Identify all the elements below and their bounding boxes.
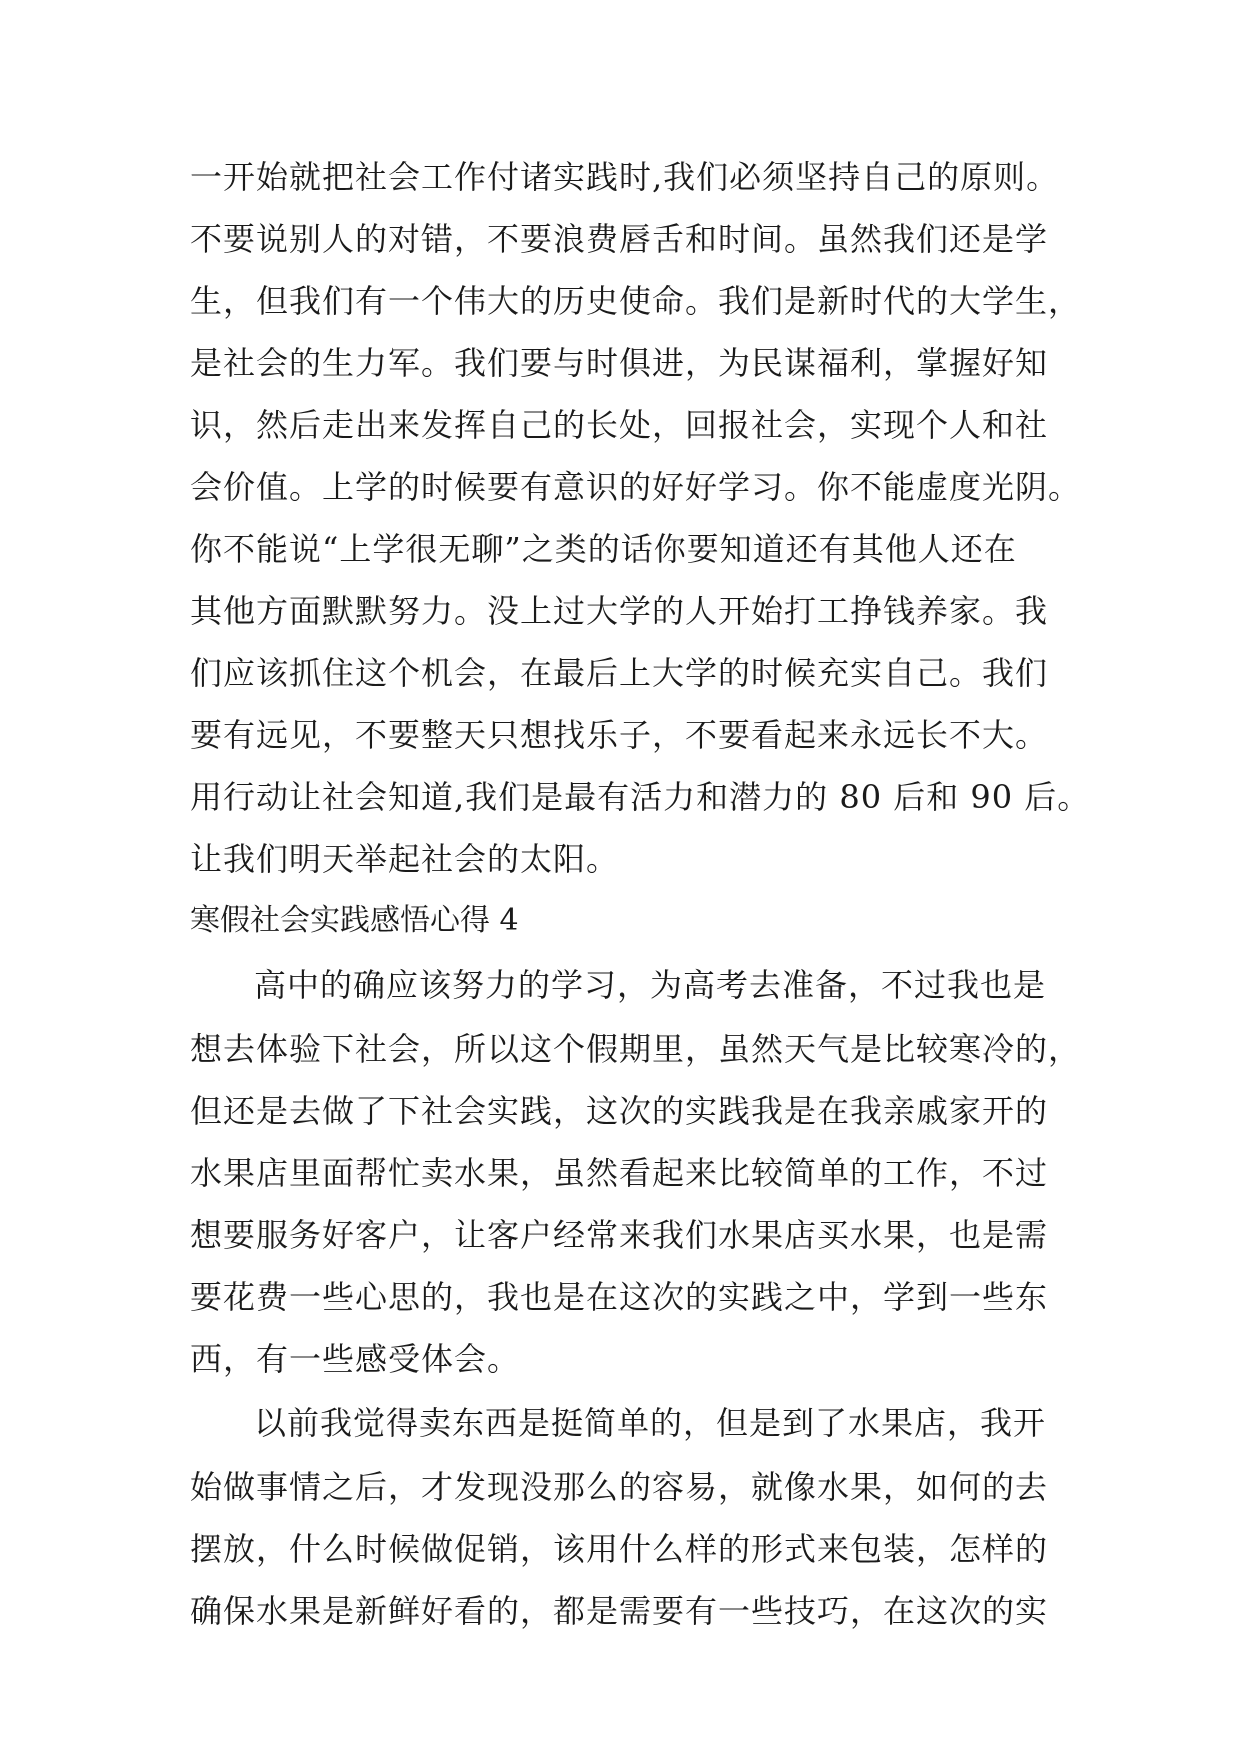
text-line: 会价值。上学的时候要有意识的好好学习。你不能虚度光阴。 <box>190 468 1082 506</box>
text-line: 始做事情之后，才发现没那么的容易，就像水果，如何的去 <box>190 1468 1049 1506</box>
text-line: 但还是去做了下社会实践，这次的实践我是在我亲戚家开的 <box>190 1092 1049 1130</box>
text-line: 要花费一些心思的，我也是在这次的实践之中，学到一些东 <box>190 1278 1049 1316</box>
text-line: 识，然后走出来发挥自己的长处，回报社会，实现个人和社 <box>190 406 1049 444</box>
text-line: 西，有一些感受体会。 <box>190 1340 521 1378</box>
text-line: 要有远见，不要整天只想找乐子，不要看起来永远长不大。 <box>190 716 1049 754</box>
text-line: 不要说别人的对错，不要浪费唇舌和时间。虽然我们还是学 <box>190 220 1049 258</box>
text-line: 是社会的生力军。我们要与时俱进，为民谋福利，掌握好知 <box>190 344 1049 382</box>
text-line: 水果店里面帮忙卖水果，虽然看起来比较简单的工作，不过 <box>190 1154 1049 1192</box>
section-heading: 寒假社会实践感悟心得 4 <box>190 903 519 938</box>
text-line: 让我们明天举起社会的太阳。 <box>190 840 620 878</box>
text-line: 生，但我们有一个伟大的历史使命。我们是新时代的大学生， <box>190 282 1082 320</box>
text-line: 想去体验下社会，所以这个假期里，虽然天气是比较寒冷的， <box>190 1030 1082 1068</box>
text-line: 其他方面默默努力。没上过大学的人开始打工挣钱养家。我 <box>190 592 1049 630</box>
text-line: 们应该抓住这个机会，在最后上大学的时候充实自己。我们 <box>190 654 1049 692</box>
text-line: 以前我觉得卖东西是挺简单的，但是到了水果店，我开 <box>254 1404 1047 1442</box>
text-line: 你不能说“上学很无聊”之类的话你要知道还有其他人还在 <box>190 530 1017 568</box>
text-line: 摆放，什么时候做促销，该用什么样的形式来包装，怎样的 <box>190 1530 1049 1568</box>
text-line: 确保水果是新鲜好看的，都是需要有一些技巧，在这次的实 <box>190 1592 1049 1630</box>
text-line: 想要服务好客户，让客户经常来我们水果店买水果，也是需 <box>190 1216 1049 1254</box>
text-line: 用行动让社会知道,我们是最有活力和潜力的 80 后和 90 后。 <box>190 778 1091 816</box>
text-line: 一开始就把社会工作付诸实践时,我们必须坚持自己的原则。 <box>190 158 1060 196</box>
text-line: 高中的确应该努力的学习，为高考去准备，不过我也是 <box>254 966 1047 1004</box>
